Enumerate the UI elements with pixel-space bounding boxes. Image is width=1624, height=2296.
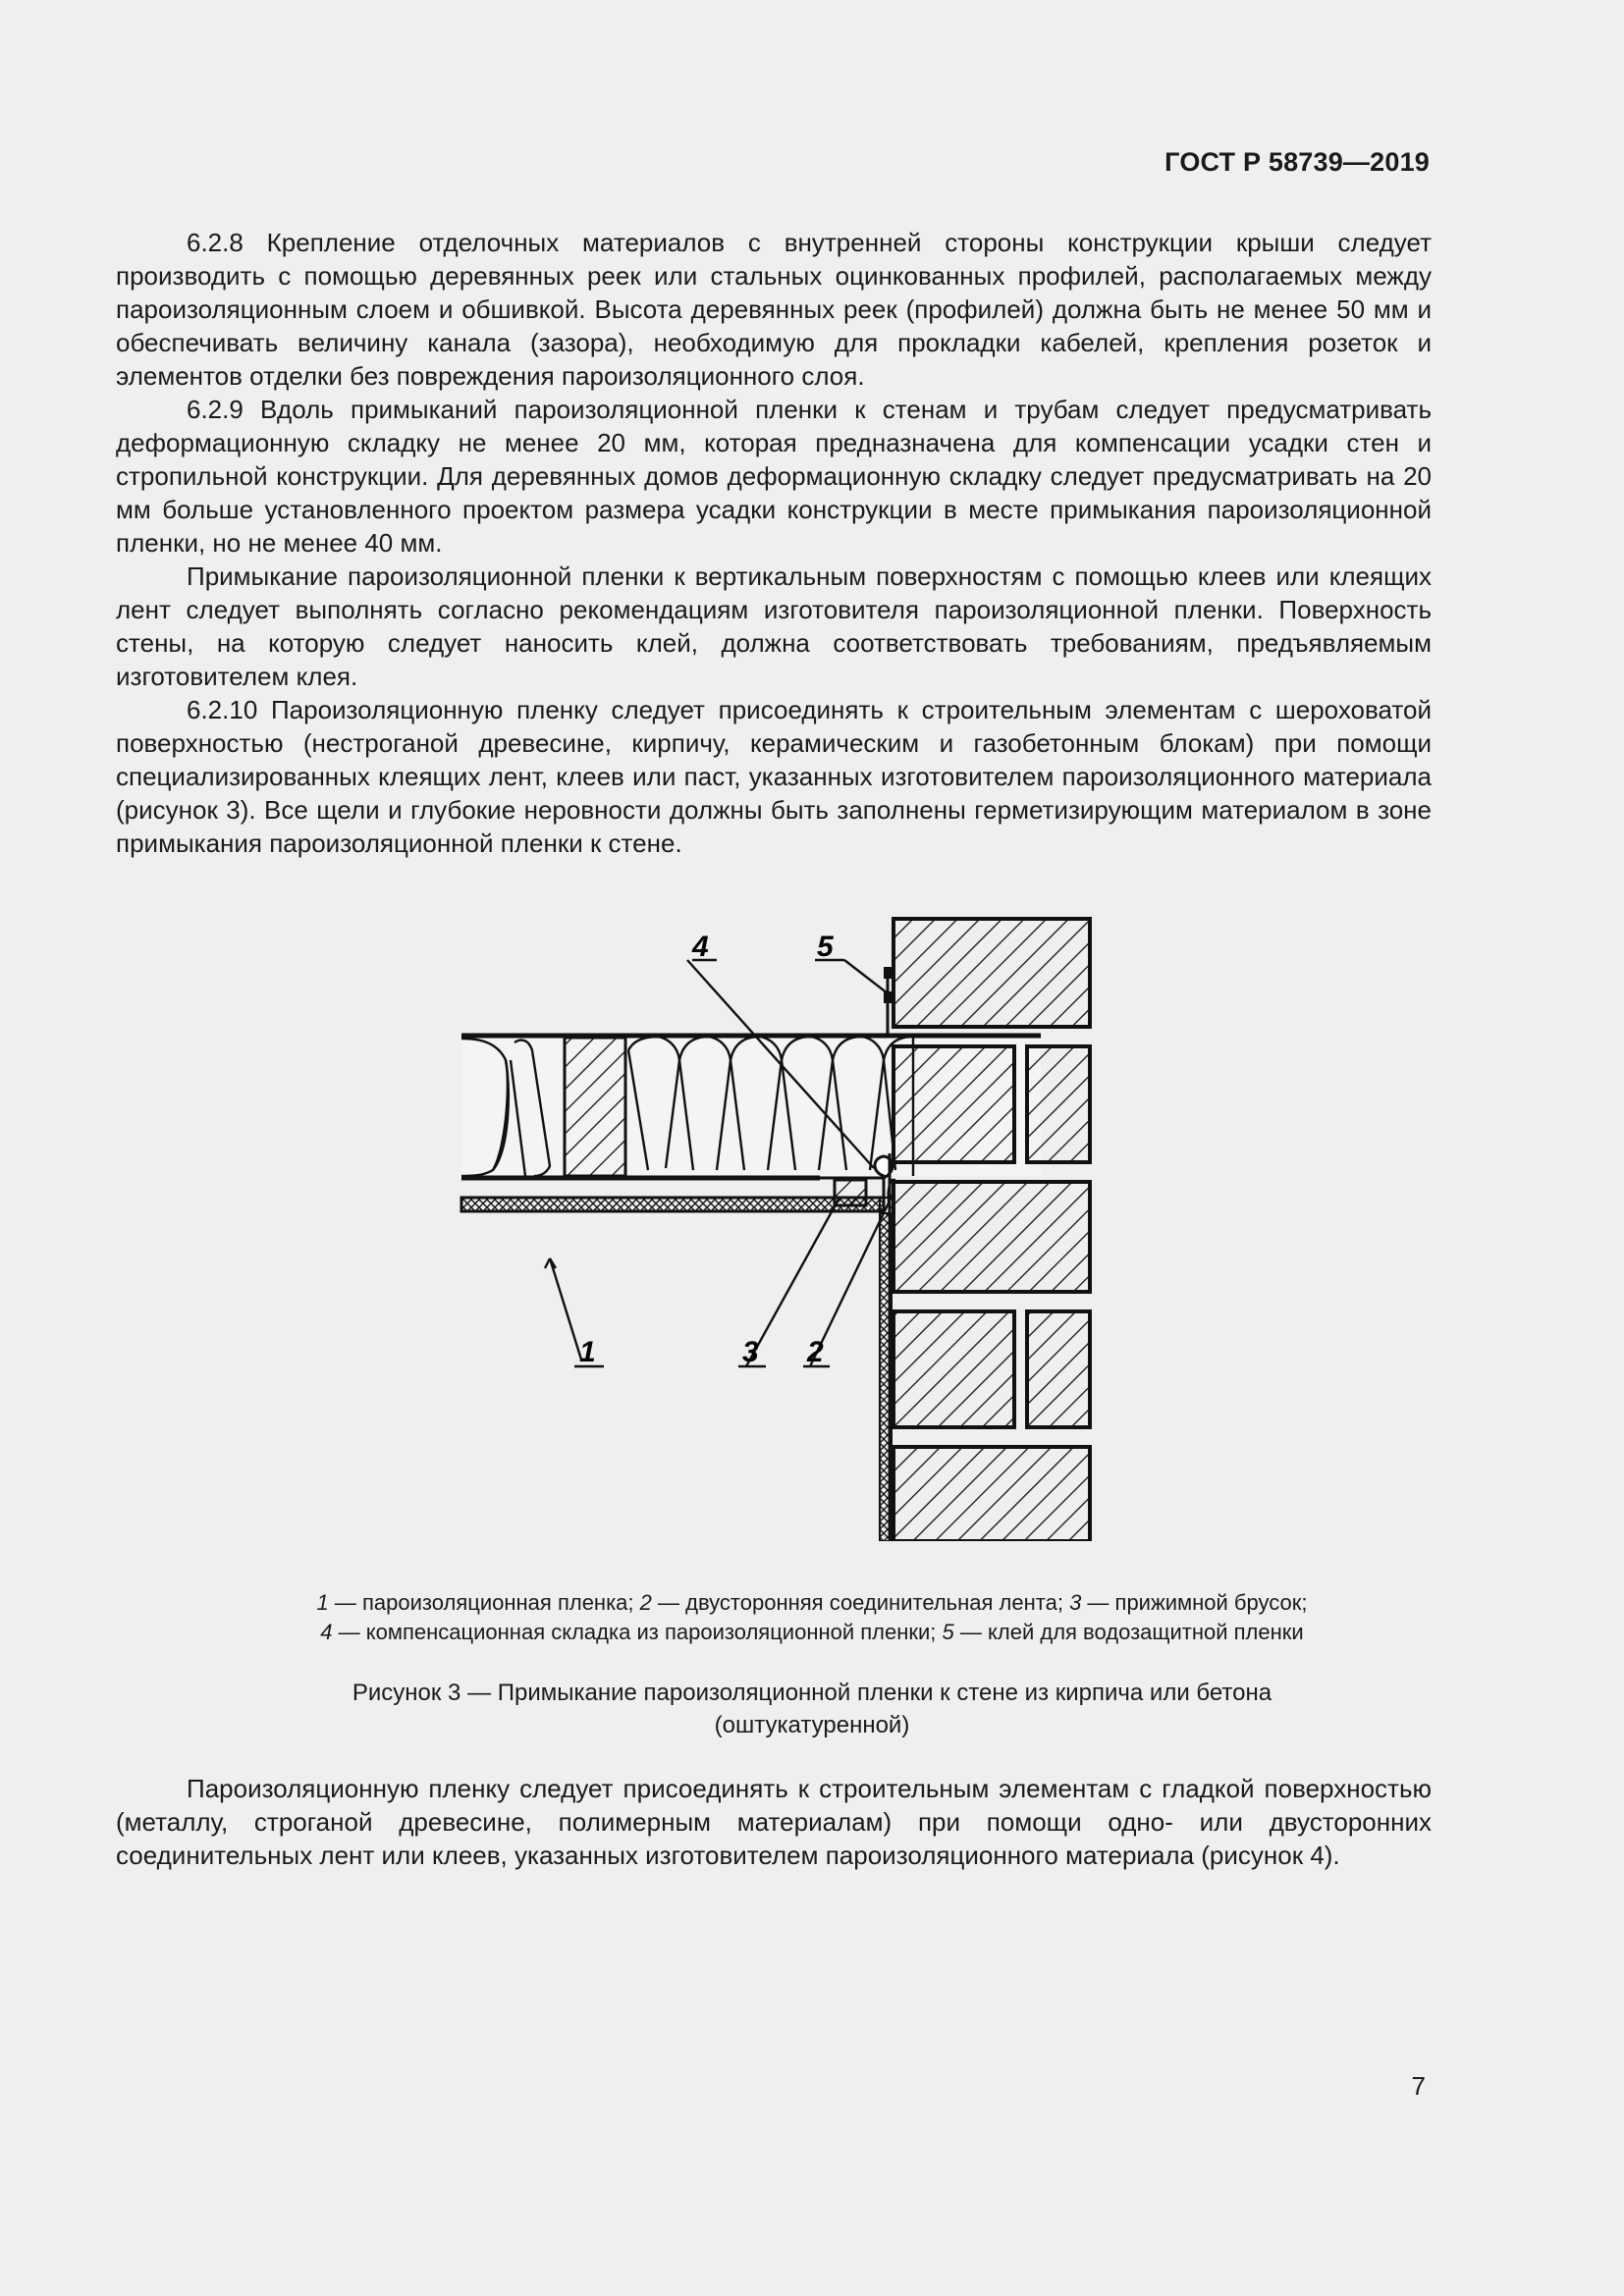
callout-3: 3 [742,1336,759,1368]
key-text-2: — двусторонняя соединительная лента; [651,1590,1070,1615]
pressure-batten [835,1180,866,1205]
figure-key-line-2 [0,1618,1624,1647]
body-text-bottom [116,1772,1432,1872]
glue-marks [884,967,892,1036]
callout-2: 2 [807,1336,824,1368]
paragraph-6-2-10: 6.2.10 Пароизоляционную пленку следует присоединять к строительным элементам с шероховатой поверхностью (нестроганой древесине, кирпичу, керамическим и газобетонным блокам) при помощи специализированных клеящих лент, клеев или паст, указанных изготовителем пароизоляционного материала (рисунок 3). Все щели и глубокие неровности должны быть заполнены герметизирующим материалом в зоне примыкания пароизоляционной пленки к стене. [116,695,1432,858]
figure-key-line-1 [0,1588,1624,1618]
brick-wall [893,919,1090,1541]
paragraph-6-2-8: 6.2.8 Крепление отделочных материалов с внутренней стороны конструкции крыши следует производить с помощью деревянных реек или стальных оцинкованных профилей, располагаемых между пароизоляционным слоем и обшивкой. Высота деревянных реек (профилей) должна быть не менее 50 мм и обеспечивать величину канала (зазора), необходимую для прокладки кабелей, крепления розеток и элементов отделки без повреждения пароизоляционного слоя. [116,228,1432,391]
document-code: ГОСТ Р 58739—2019 [1164,147,1430,177]
key-num-3: 3 [1069,1590,1082,1615]
paragraph-6-2-9: 6.2.9 Вдоль примыканий пароизоляционной пленки к стенам и трубам следует предусматривать деформационную складку не менее 20 мм, которая предназначена для компенсации усадки стен и стропильной конструкции. Для деревянных домов деформационную складку следует предусматривать на 20 мм больше установленного проектом размера усадки конструкции в месте примыкания пароизоляционной пленки, но не менее 40 мм. [116,395,1432,558]
key-text-1: — пароизоляционная пленка; [328,1590,640,1615]
interior-lining [461,1198,884,1211]
figure-caption-line-1: Рисунок 3 — Примыкание пароизоляционной пленки к стене из кирпича или бетона [352,1680,1272,1706]
body-text-top [116,226,1432,860]
key-text-4: — компенсационная складка из пароизоляционной пленки; [332,1620,943,1644]
figure-key [0,1588,1624,1647]
callout-1: 1 [579,1336,596,1368]
key-num-5: 5 [942,1620,954,1644]
rafter-beam [565,1038,625,1176]
key-num-2: 2 [639,1590,652,1615]
page-number: 7 [1411,2071,1426,2101]
key-text-3: — прижимной брусок; [1081,1590,1308,1615]
paragraph-adhesion: Примыкание пароизоляционной пленки к вертикальным поверхностям с помощью клеев или клеящих лент следует выполнять согласно рекомендациям изготовителя пароизоляционной пленки. Поверхность стены, на которую следует наносить клей, должна соответствовать требованиям, предъявляемым изготовителем клея. [116,561,1432,691]
figure-caption-line-2: (оштукатуренной) [714,1712,910,1738]
callout-4: 4 [692,931,709,963]
key-num-4: 4 [320,1620,333,1644]
figure-3-drawing [452,913,1100,1541]
paragraph-smooth-surfaces: Пароизоляционную пленку следует присоединять к строительным элементам с гладкой поверхностью (металлу, строганой древесине, полимерным материалам) при помощи одно- или двусторонних соединительных лент или клеев, указанных изготовителем пароизоляционного материала (рисунок 4). [116,1774,1432,1870]
figure-caption [0,1677,1624,1741]
key-num-1: 1 [316,1590,329,1615]
key-text-5: — клей для водозащитной пленки [953,1620,1304,1644]
callout-5: 5 [817,931,834,963]
